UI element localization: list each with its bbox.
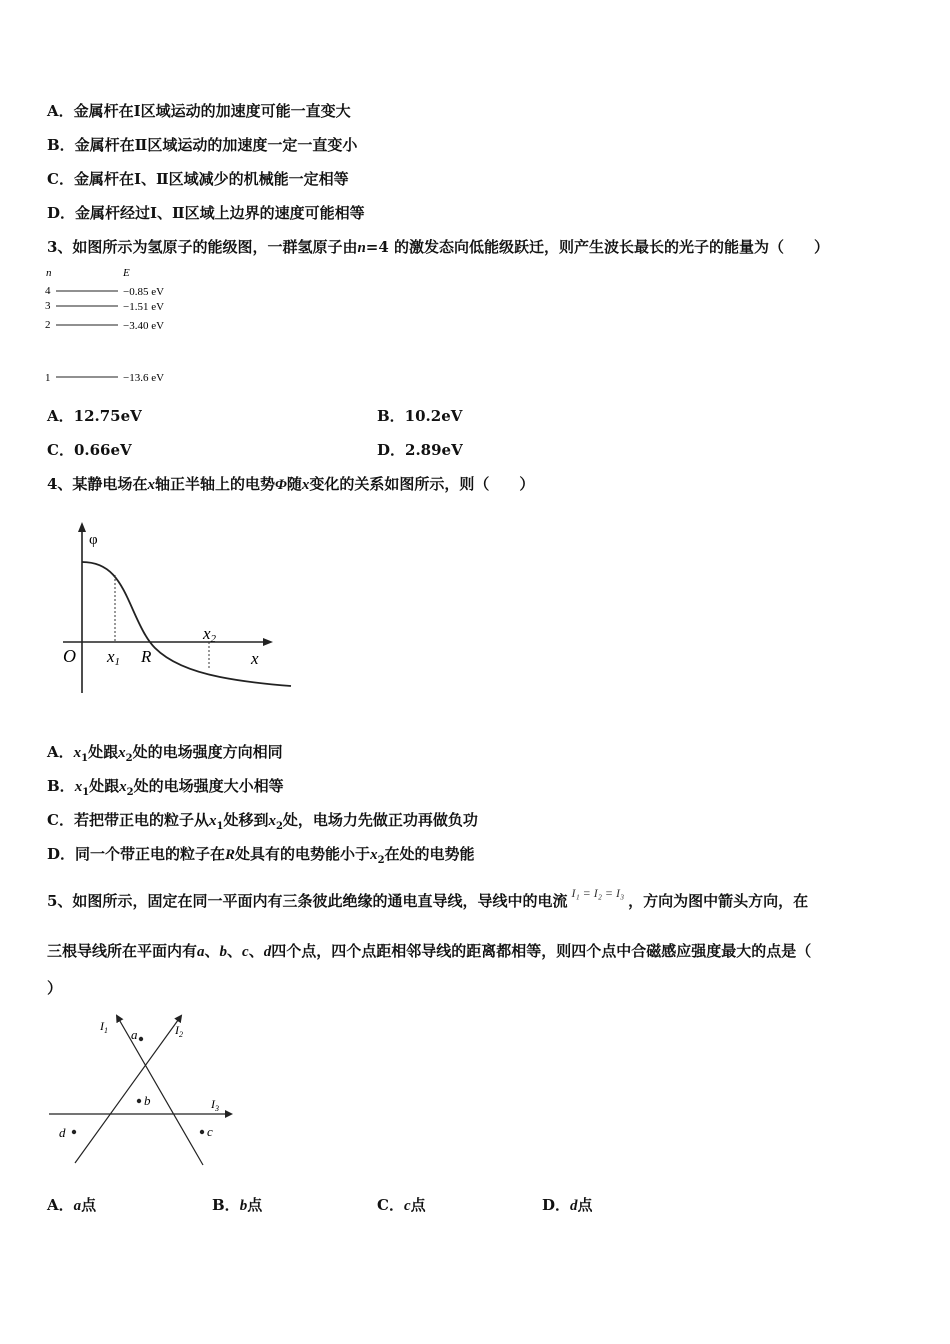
point-c-label: c [207, 1124, 213, 1139]
point-a [139, 1037, 143, 1041]
q5-stem-line-2: 三根导线所在平面内有a、b、c、d四个点，四个点距相邻导线的距离都相等，则四个点中合磁感应强度最大的点是（ [47, 942, 812, 960]
level-1-n: 1 [45, 372, 51, 384]
e-axis-label: E [123, 267, 130, 279]
q4-option-a: A．$x_1$处跟$x_2$处的电场强度方向相同 [47, 743, 283, 764]
level-2-energy: −3.40 eV [123, 320, 165, 332]
point-c [200, 1130, 204, 1134]
energy-level-diagram [40, 264, 200, 390]
q3-stem: 3、如图所示为氢原子的能级图，一群氢原子由n=4 的激发态向低能级跃迁，则产生波长最长的光子的能量为（ ） [47, 238, 830, 256]
point-b-label: b [144, 1093, 151, 1108]
q2-option-b: B．金属杆在Ⅱ区域运动的加速度一定一直变小 [47, 136, 358, 154]
q4-stem: 4、某静电场在x轴正半轴上的电势Φ随x变化的关系如图所示，则（ ） [47, 475, 535, 493]
n-axis-label: n [46, 267, 52, 279]
phi-axis-arrow [78, 522, 86, 532]
q5-option-a: A．a点 [47, 1196, 97, 1214]
q5-option-d: D．d点 [542, 1196, 593, 1214]
q4-option-d: D．同一个带正电的粒子在R处具有的电势能小于$x_2$在处的电势能 [47, 845, 475, 866]
wire-i2 [75, 1016, 181, 1163]
phi-label: φ [89, 532, 98, 548]
level-3-energy: −1.51 eV [123, 301, 165, 313]
q3-option-c: C．0.66eV [47, 441, 132, 459]
point-d-label: d [59, 1125, 66, 1140]
current-formula: I₁ = I₂ = I₃ [571, 886, 625, 900]
q2-option-a: A．金属杆在Ⅰ区域运动的加速度可能一直变大 [47, 102, 351, 120]
q5-stem-line-1: 5、如图所示，固定在同一平面内有三条彼此绝缘的通电直导线，导线中的电流 $^{I_1 = I_2 = I_3}$ ，方向为图中箭头方向，在 [47, 886, 809, 910]
q2-option-d: D．金属杆经过Ⅰ、Ⅱ区域上边界的速度可能相等 [47, 204, 365, 222]
level-3-n: 3 [45, 300, 51, 312]
origin-label: O [63, 646, 76, 666]
q4-option-c: C．若把带正电的粒子从$x_1$处移到$x_2$处，电场力先做正功再做负功 [47, 811, 478, 832]
potential-graph [55, 520, 300, 700]
level-4-n: 4 [45, 285, 51, 297]
q2-option-c: C．金属杆在Ⅰ、Ⅱ区域减少的机械能一定相等 [47, 170, 349, 188]
point-d [72, 1130, 76, 1134]
wire-i1 [117, 1016, 203, 1165]
level-1-energy: −13.6 eV [123, 372, 165, 384]
x-axis-label: x [251, 649, 259, 668]
x-axis-arrow [263, 638, 273, 646]
level-4-energy: −0.85 eV [123, 286, 165, 298]
x1-label: x1 [107, 647, 121, 668]
q5-option-c: C．c点 [377, 1196, 426, 1214]
q5-option-b: B．b点 [212, 1196, 263, 1214]
q3-option-a: A．12.75eV [47, 407, 142, 425]
potential-curve [82, 562, 291, 686]
x2-label: x2 [203, 624, 217, 645]
q3-option-b: B．10.2eV [377, 407, 463, 425]
level-2-n: 2 [45, 319, 51, 331]
q4-option-b: B．$x_1$处跟$x_2$处的电场强度大小相等 [47, 777, 284, 798]
i1-label: $I_1$ [100, 1019, 108, 1035]
q3-option-d: D．2.89eV [377, 441, 463, 459]
q5-stem-line-3: ） [47, 979, 63, 997]
wires-diagram [45, 1010, 245, 1170]
i3-label: $I_3$ [211, 1097, 219, 1113]
i2-label: $I_2$ [175, 1023, 183, 1039]
point-a-label: a [131, 1027, 138, 1042]
point-b [137, 1099, 141, 1103]
r-label: R [141, 647, 152, 666]
